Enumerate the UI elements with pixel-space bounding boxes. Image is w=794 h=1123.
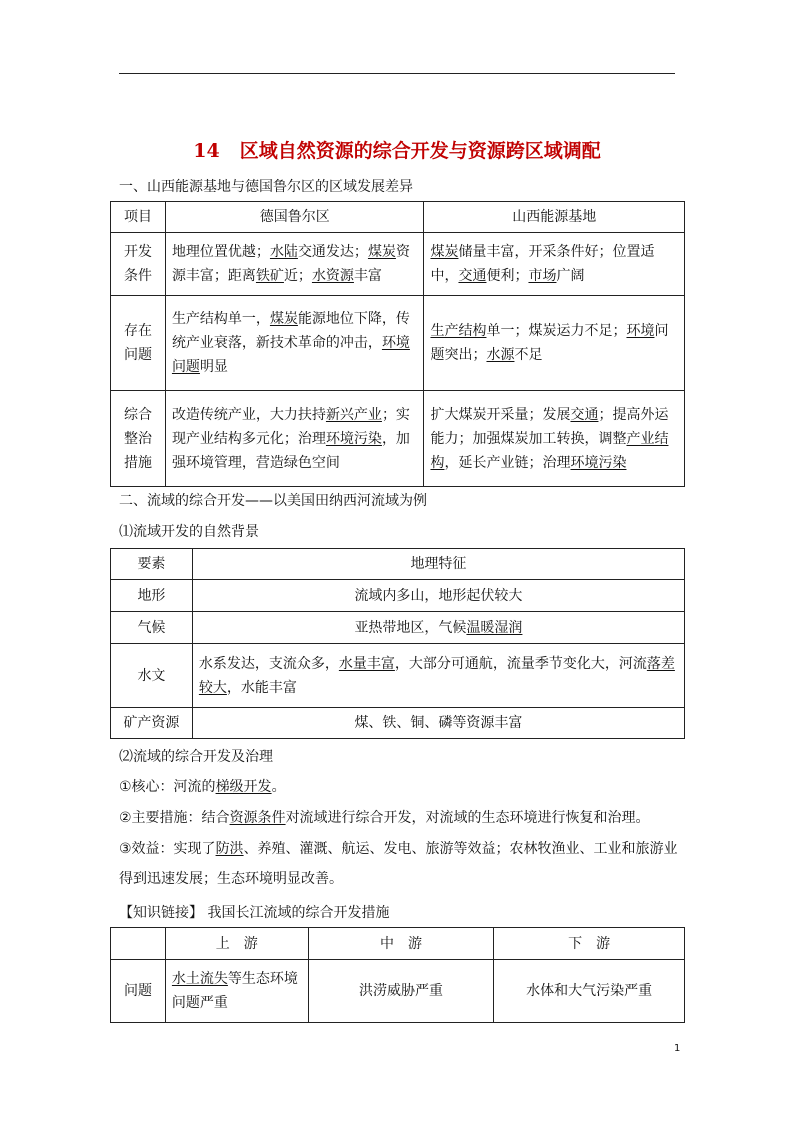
row-label: 矿产资源 [111,708,193,739]
ruhr-cell: 改造传统产业，大力扶持新兴产业；实现产业结构多元化；治理环境污染，加强环境管理，营造绿色空间 [165,391,424,487]
table-row [111,580,685,612]
header-cell: 德国鲁尔区 [165,202,424,233]
header-cell: 上 游 [165,928,308,960]
table-header-row [111,928,685,960]
table-row [111,708,685,739]
measures-paragraph: ②主要措施：结合资源条件对流域进行综合开发，对流域的生态环境进行恢复和治理。 [119,810,650,826]
feature-cell: 亚热带地区，气候温暖湿润 [192,612,684,644]
core-paragraph: ①核心：河流的梯级开发。 [119,779,286,795]
header-cell: 山西能源基地 [424,202,685,233]
row-label: 问题 [111,960,166,1023]
row-label: 气候 [111,612,193,644]
table-row [111,960,685,1023]
tennessee-table [110,548,685,739]
upstream-cell: 水土流失等生态环境问题严重 [165,960,308,1023]
title-number: 14 [193,140,220,162]
shanxi-cell: 生产结构单一；煤炭运力不足；环境问题突出；水源不足 [424,296,685,391]
feature-cell: 流域内多山，地形起伏较大 [192,580,684,612]
row-label: 开发 条件 [111,233,166,296]
ruhr-cell: 地理位置优越；水陆交通发达；煤炭资源丰富；距离铁矿近；水资源丰富 [165,233,424,296]
downstream-cell: 水体和大气污染严重 [494,960,685,1023]
yangtze-table [110,927,685,1023]
table-header-row [111,202,685,233]
shanxi-cell: 煤炭储量丰富，开采条件好；位置适中，交通便利；市场广阔 [424,233,685,296]
row-label: 地形 [111,580,193,612]
row-label: 水文 [111,644,193,708]
header-cell: 项目 [111,202,166,233]
knowledge-link-heading: 【知识链接】 我国长江流域的综合开发措施 [119,905,390,921]
table-header-row [111,549,685,580]
midstream-cell: 洪涝威胁严重 [308,960,494,1023]
header-rule [119,73,675,74]
section2-sub2: ⑵流域的综合开发及治理 [119,749,273,765]
header-cell: 地理特征 [192,549,684,580]
section2-heading: 二、流域的综合开发——以美国田纳西河流域为例 [119,493,427,509]
ruhr-cell: 生产结构单一，煤炭能源地位下降，传统产业衰落，新技术革命的冲击，环境问题明显 [165,296,424,391]
table-row [111,644,685,708]
section2-sub1: ⑴流域开发的自然背景 [119,524,259,540]
table-row [111,612,685,644]
page-number: 1 [674,1043,681,1054]
row-label: 存在 问题 [111,296,166,391]
table-row [111,391,685,487]
section1-heading: 一、山西能源基地与德国鲁尔区的区域发展差异 [119,179,413,195]
page-title [0,136,794,163]
header-cell [111,928,166,960]
feature-cell: 煤、铁、铜、磷等资源丰富 [192,708,684,739]
table-row [111,296,685,391]
ruhr-shanxi-table [110,201,685,487]
title-text: 区域自然资源的综合开发与资源跨区域调配 [239,140,601,162]
header-cell: 要素 [111,549,193,580]
header-cell: 下 游 [494,928,685,960]
table-row [111,233,685,296]
benefits-paragraph: ③效益：实现了防洪、养殖、灌溉、航运、发电、旅游等效益；农林牧渔业、工业和旅游业得到迅速发展；生态环境明显改善。 [119,841,678,887]
shanxi-cell: 扩大煤炭开采量；发展交通；提高外运能力；加强煤炭加工转换，调整产业结构，延长产业链；治理环境污染 [424,391,685,487]
feature-cell: 水系发达，支流众多，水量丰富，大部分可通航，流量季节变化大，河流落差较大，水能丰富 [192,644,684,708]
row-label: 综合 整治 措施 [111,391,166,487]
header-cell: 中 游 [308,928,494,960]
